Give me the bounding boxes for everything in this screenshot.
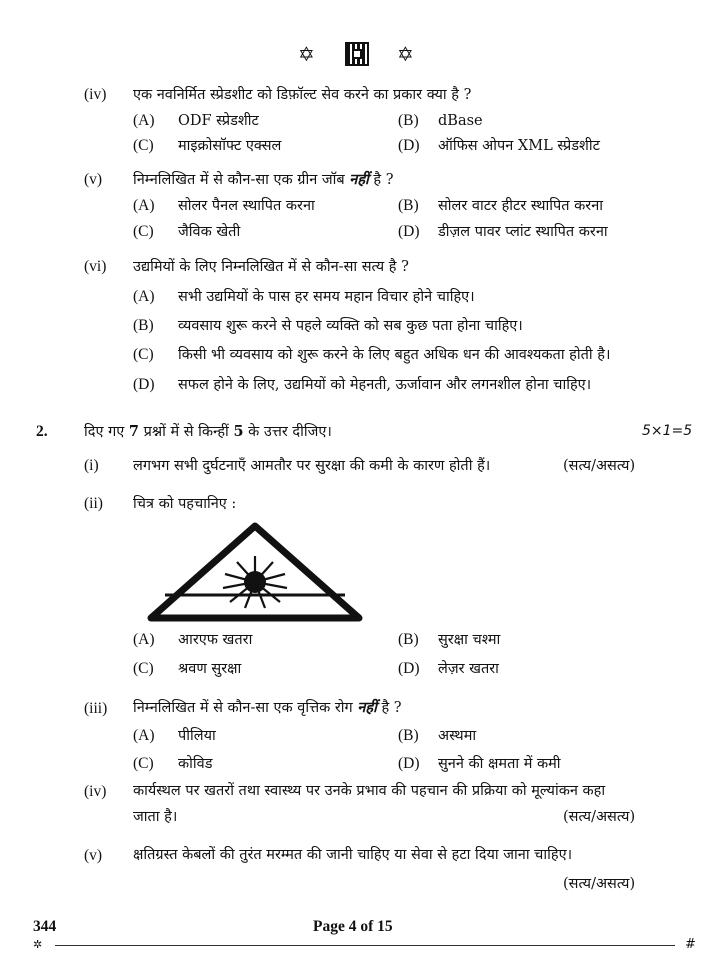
q1-v-a-text: सोलर पैनल स्थापित करना [178, 198, 315, 214]
q1-vi-c-text: किसी भी व्यवसाय को शुरू करने के लिए बहुत अधिक धन की आवश्यकता होती है। [178, 347, 611, 363]
q2-ii-c-label: (C) [133, 660, 154, 677]
q2-iii-emphasis: नहीं [357, 699, 377, 716]
q2-ii-a-label: (A) [133, 631, 155, 648]
q2-marks: 5×1=5 [642, 423, 693, 439]
q1-iv-b-label: (B) [398, 112, 419, 129]
q1-vi-b-text: व्यवसाय शुरू करने से पहले व्यक्ति को सब कुछ पता होना चाहिए। [178, 318, 523, 334]
q1-vi-d-text: सफल होने के लिए, उद्यमियों को मेहनती, ऊर्जावान और लगनशील होना चाहिए। [178, 377, 592, 393]
q1-iv-text: एक नवनिर्मित स्प्रेडशीट को डिफ़ॉल्ट सेव करने का प्रकार क्या है ? [133, 87, 472, 103]
q2-iii-b-text: अस्थमा [438, 728, 477, 744]
q1-v-b-label: (B) [398, 197, 419, 214]
q2-ii-b-text: सुरक्षा चश्मा [438, 632, 501, 648]
q2-iv-number: (iv) [84, 783, 107, 800]
q1-v-d-label: (D) [398, 223, 420, 240]
q2-ii-number: (ii) [84, 495, 103, 512]
qr-code-icon [345, 42, 369, 66]
footer-right-mark: # [685, 937, 696, 952]
q2-ii-d-text: लेज़र खतरा [438, 661, 499, 677]
q1-v-number: (v) [84, 171, 103, 188]
footer-code: 344 [33, 918, 57, 935]
q1-iv-c-label: (C) [133, 137, 154, 154]
q1-iv-b-text: dBase [438, 113, 483, 129]
q1-iv-c-text: माइक्रोसॉफ्ट एक्सल [178, 138, 282, 154]
q1-v-emphasis: नहीं [349, 171, 369, 188]
q1-v-d-text: डीज़ल पावर प्लांट स्थापित करना [438, 224, 608, 240]
q1-v-c-text: जैविक खेती [178, 224, 241, 240]
q1-v-a-label: (A) [133, 197, 155, 214]
footer-page-number: Page 4 of 15 [313, 918, 393, 935]
q2-iii-c-label: (C) [133, 755, 154, 772]
q2-iv-line1: कार्यस्थल पर खतरों तथा स्वास्थ्य पर उनके प्रभाव की पहचान की प्रक्रिया को मूल्यांकन कहा [133, 783, 606, 799]
q1-iv-a-text: ODF स्प्रेडशीट [178, 113, 259, 129]
q1-vi-text: उद्यमियों के लिए निम्नलिखित में से कौन-सा सत्य है ? [133, 259, 409, 275]
q2-iii-number: (iii) [84, 700, 108, 717]
q2-iii-a-text: पीलिया [178, 728, 216, 744]
star-right-icon: ✡ [397, 42, 414, 66]
q2-instruction: दिए गए 7 प्रश्नों में से किन्हीं 5 के उत्तर दीजिए। [84, 423, 332, 440]
q1-v-b-text: सोलर वाटर हीटर स्थापित करना [438, 198, 604, 214]
q2-iii-d-label: (D) [398, 755, 420, 772]
q1-v-text: निम्नलिखित में से कौन-सा एक ग्रीन जॉब नहीं है ? [133, 171, 394, 188]
q1-vi-d-label: (D) [133, 376, 155, 393]
q1-vi-a-label: (A) [133, 288, 155, 305]
q1-iv-d-label: (D) [398, 137, 420, 154]
q1-vi-c-label: (C) [133, 346, 154, 363]
q2-iv-true-false: (सत्य/असत्य) [563, 809, 636, 825]
q2-v-true-false: (सत्य/असत्य) [563, 876, 636, 892]
q1-v-c-label: (C) [133, 223, 154, 240]
q1-vi-number: (vi) [84, 258, 107, 275]
star-left-icon: ✡ [298, 42, 315, 66]
q1-vi-a-text: सभी उद्यमियों के पास हर समय महान विचार होने चाहिए। [178, 289, 475, 305]
footer-left-mark-icon: ✲ [33, 938, 43, 951]
q2-ii-a-text: आरएफ खतरा [178, 632, 253, 648]
q2-ii-text: चित्र को पहचानिए : [133, 496, 237, 512]
q2-i-number: (i) [84, 457, 99, 474]
q2-iii-a-label: (A) [133, 727, 155, 744]
q2-i-text: लगभग सभी दुर्घटनाएँ आमतौर पर सुरक्षा की कमी के कारण होती हैं। [133, 458, 491, 474]
q1-vi-b-label: (B) [133, 317, 154, 334]
q2-number: 2. [36, 423, 48, 440]
q2-i-true-false: (सत्य/असत्य) [563, 458, 636, 474]
q1-iv-a-label: (A) [133, 112, 155, 129]
q2-ii-b-label: (B) [398, 631, 419, 648]
footer-rule [55, 945, 675, 946]
q2-iii-b-label: (B) [398, 727, 419, 744]
q1-iv-number: (iv) [84, 86, 107, 103]
q2-ii-c-text: श्रवण सुरक्षा [178, 661, 242, 677]
laser-hazard-sign [145, 522, 365, 622]
q2-ii-d-label: (D) [398, 660, 420, 677]
q2-v-number: (v) [84, 847, 103, 864]
q2-iii-text: निम्नलिखित में से कौन-सा एक वृत्तिक रोग नहीं है ? [133, 699, 402, 716]
q2-v-text: क्षतिग्रस्त केबलों की तुरंत मरम्मत की जानी चाहिए या सेवा से हटा दिया जाना चाहिए। [133, 847, 573, 863]
q2-iii-d-text: सुनने की क्षमता में कमी [438, 756, 561, 772]
q1-iv-d-text: ऑफिस ओपन XML स्प्रेडशीट [438, 138, 600, 154]
q2-iii-c-text: कोविड [178, 756, 213, 772]
q2-iv-line2: जाता है। [133, 809, 178, 825]
